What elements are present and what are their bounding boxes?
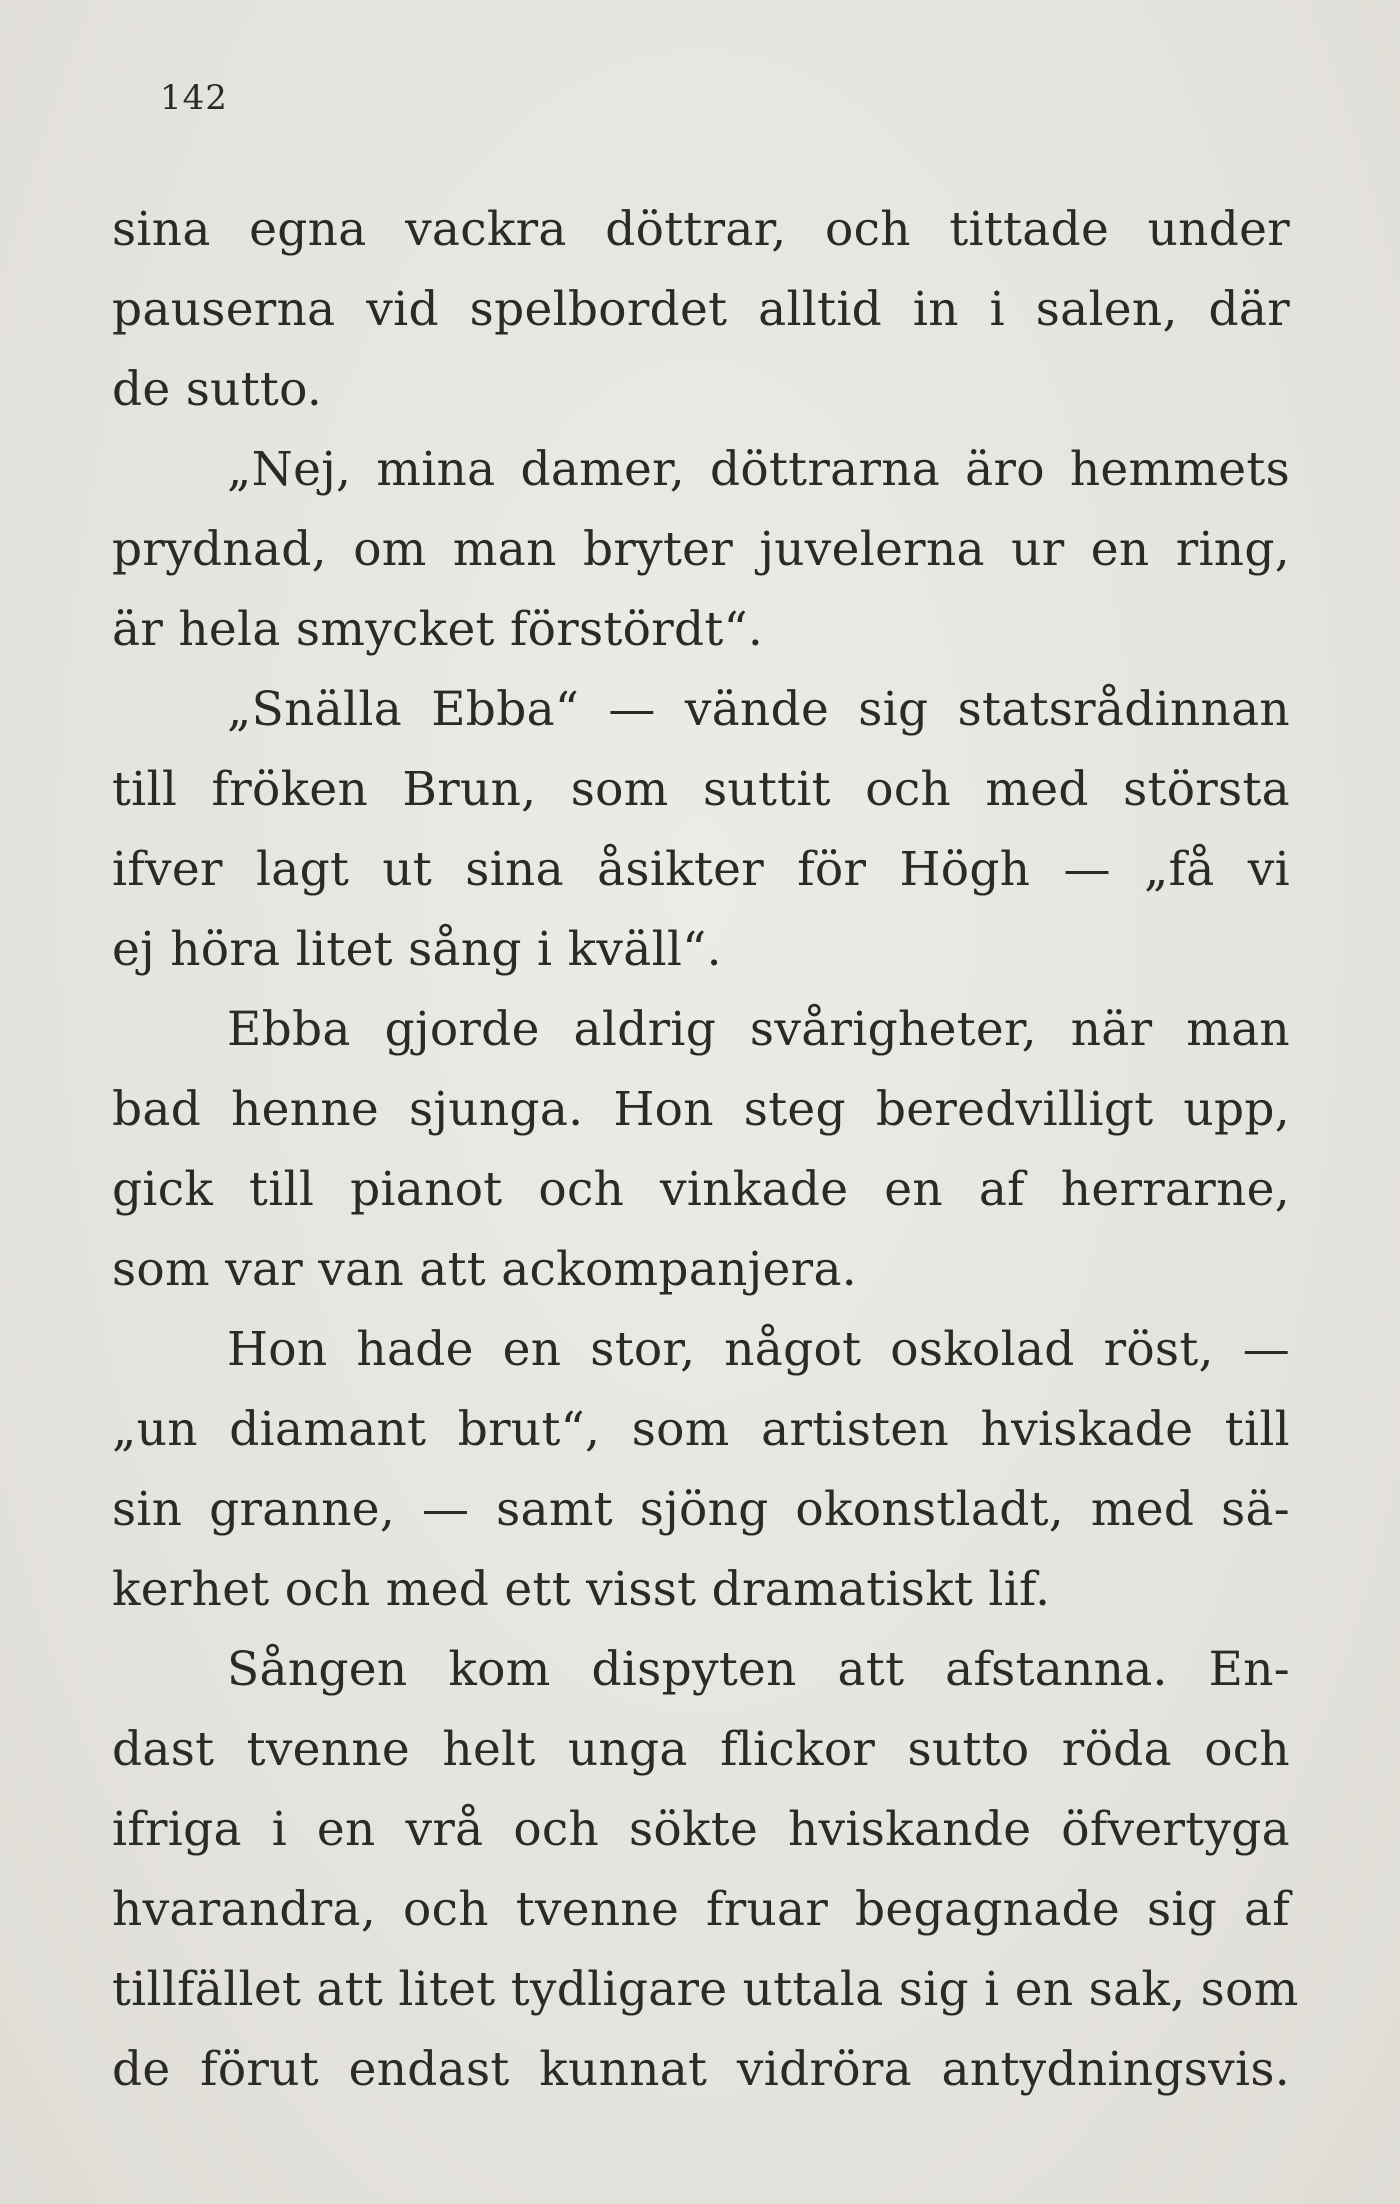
page-number: 142	[160, 78, 228, 118]
text-line: „Snälla Ebba“ — vände sig statsrådinnan	[227, 682, 1290, 737]
body-text	[112, 190, 1299, 2110]
text-line: är hela smycket förstördt“.	[112, 602, 764, 657]
text-line: tillfället att litet tydligare uttala sig i en sak, som	[112, 1962, 1299, 2017]
text-line: Hon hade en stor, något oskolad röst, —	[227, 1322, 1290, 1377]
text-line: bad henne sjunga. Hon steg beredvilligt upp,	[112, 1082, 1290, 1137]
text-line: ej höra litet sång i kväll“.	[112, 922, 722, 977]
text-line: de sutto.	[112, 362, 323, 417]
text-line: „un diamant brut“, som artisten hviskade till	[112, 1402, 1290, 1457]
text-line: sin granne, — samt sjöng okonstladt, med sä-	[112, 1482, 1290, 1537]
text-line: kerhet och med ett visst dramatiskt lif.	[112, 1562, 1051, 1617]
text-line: pauserna vid spelbordet alltid in i salen, där	[112, 282, 1290, 337]
text-line: „Nej, mina damer, döttrarna äro hemmets	[227, 442, 1290, 497]
text-line: sina egna vackra döttrar, och tittade under	[112, 202, 1290, 257]
text-line: de förut endast kunnat vidröra antydningsvis.	[112, 2042, 1290, 2097]
text-line: gick till pianot och vinkade en af herrarne,	[112, 1162, 1290, 1217]
text-line: Sången kom dispyten att afstanna. En-	[227, 1642, 1290, 1697]
text-line: Ebba gjorde aldrig svårigheter, när man	[227, 1002, 1290, 1057]
text-line: som var van att ackompanjera.	[112, 1242, 858, 1297]
text-line: ifver lagt ut sina åsikter för Högh — „få vi	[112, 842, 1290, 897]
text-line: dast tvenne helt unga flickor sutto röda och	[112, 1722, 1290, 1777]
text-line: hvarandra, och tvenne fruar begagnade sig af	[112, 1882, 1290, 1937]
text-line: till fröken Brun, som suttit och med största	[112, 762, 1290, 817]
text-line: ifriga i en vrå och sökte hviskande öfvertyga	[112, 1802, 1290, 1857]
text-line: prydnad, om man bryter juvelerna ur en ring,	[112, 522, 1290, 577]
